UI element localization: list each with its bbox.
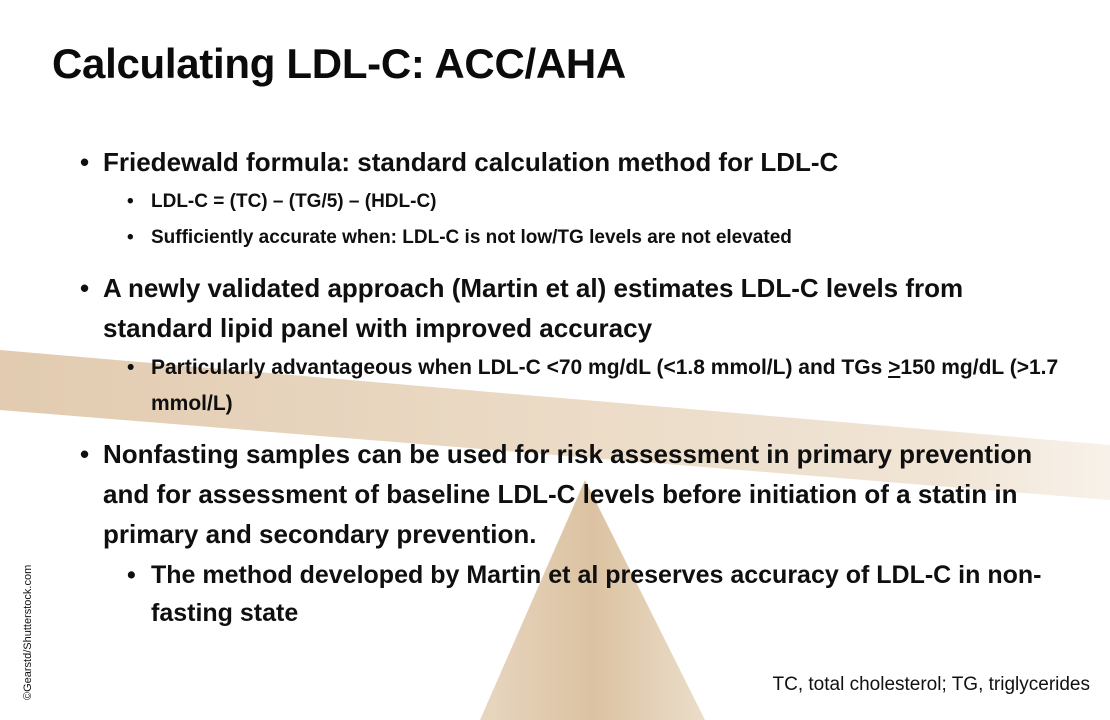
sub-bullet-text: Sufficiently accurate when: LDL-C is not low/TG levels are not elevated — [151, 227, 792, 248]
bullet-dot: • — [80, 147, 90, 177]
bullet-list — [80, 142, 1070, 632]
slide-title: Calculating LDL-C: ACC/AHA — [52, 40, 626, 87]
bullet-text: A newly validated approach (Martin et al) estimates LDL-C levels from standard lipid panel with improved accuracy — [103, 273, 964, 343]
sub-bullet-item — [127, 220, 1070, 256]
sub-bullet-text: Particularly advantageous when LDL-C <70 mg/dL (<1.8 mmol/L) and TGs >150 mg/dL (>1.7 mmol/L) — [151, 356, 1059, 415]
bullet-item — [80, 434, 1070, 554]
image-credit-text: ©Gearstd/Shutterstock.com — [22, 564, 34, 700]
sub-bullet-text: The method developed by Martin et al preserves accuracy of LDL-C in non-fasting state — [151, 561, 1042, 627]
image-credit — [0, 0, 34, 720]
sub-bullet-item — [127, 350, 1070, 422]
footnote: TC, total cholesterol; TG, triglycerides — [772, 674, 1090, 695]
bullet-dot: • — [127, 227, 134, 248]
sub-bullet-text: LDL-C = (TC) – (TG/5) – (HDL-C) — [151, 191, 437, 212]
bullet-dot: • — [127, 191, 134, 212]
greater-or-equal-sign: > — [888, 356, 901, 379]
bullet-text: Nonfasting samples can be used for risk assessment in primary prevention and for assessment of baseline LDL-C levels before initiation of a statin in primary and secondary prevention. — [103, 439, 1033, 549]
sub-bullet-item — [127, 184, 1070, 220]
bullet-item — [80, 142, 1070, 182]
bullet-dot: • — [127, 356, 135, 379]
bullet-text: Friedewald formula: standard calculation method for LDL-C — [103, 147, 839, 177]
bullet-dot: • — [80, 439, 90, 469]
bullet-dot: • — [80, 273, 90, 303]
sub-bullet-item — [127, 556, 1070, 632]
bullet-item — [80, 268, 1070, 348]
bullet-dot: • — [127, 561, 136, 589]
